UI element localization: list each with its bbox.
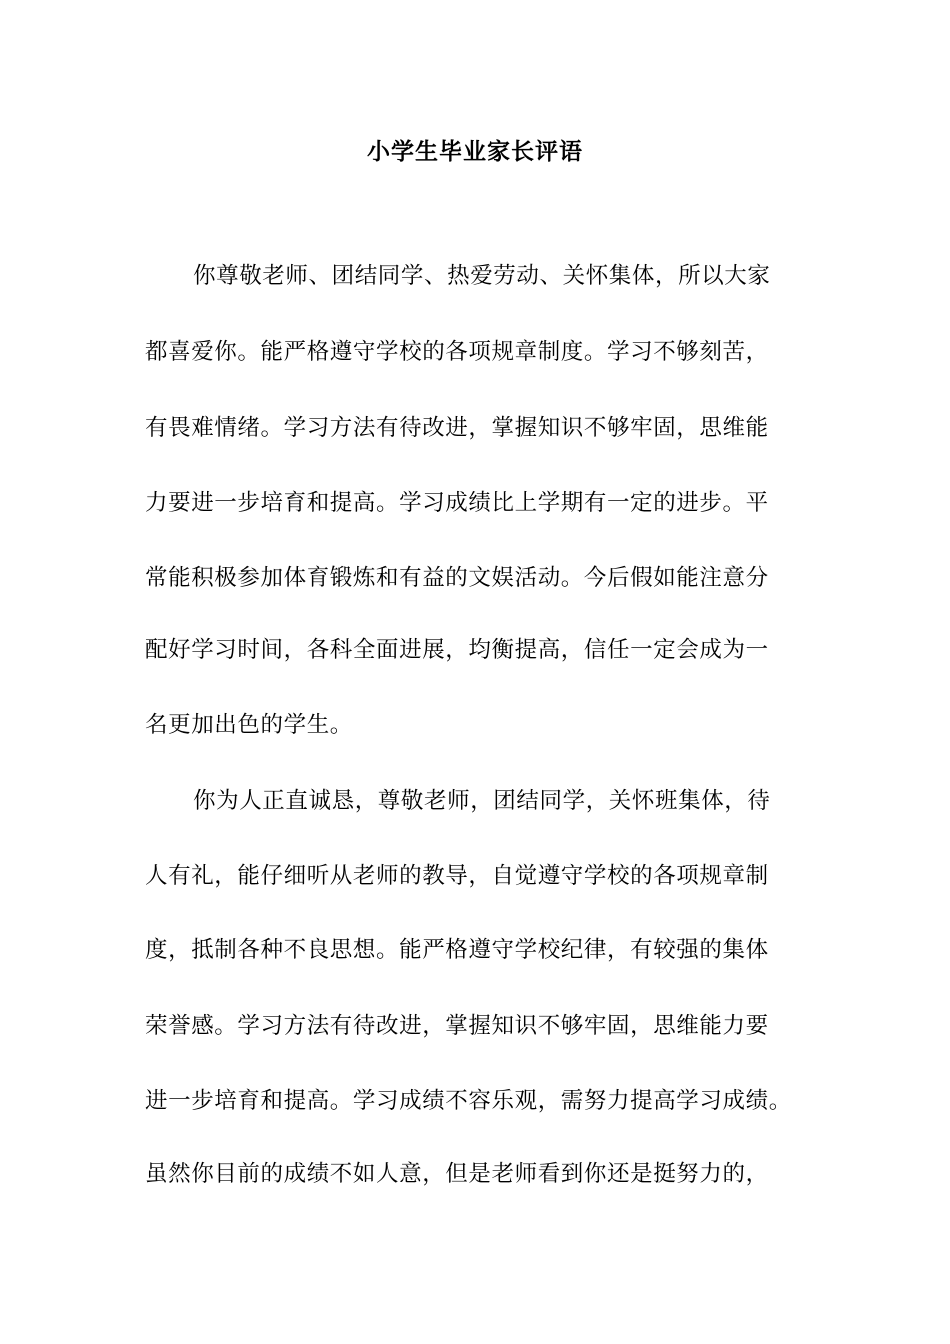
paragraph-2-line-6: 虽然你目前的成绩不如人意，但是老师看到你还是挺努力的， — [145, 1161, 769, 1187]
paragraph-2-line-3: 度，抵制各种不良思想。能严格遵守学校纪律，有较强的集体 — [145, 937, 769, 963]
paragraph-2-line-4: 荣誉感。学习方法有待改进，掌握知识不够牢固，思维能力要 — [145, 1013, 769, 1039]
paragraph-1-line-3: 有畏难情绪。学习方法有待改进，掌握知识不够牢固，思维能 — [145, 415, 769, 441]
paragraph-2-line-2: 人有礼，能仔细听从老师的教导，自觉遵守学校的各项规章制 — [145, 863, 769, 889]
document-title: 小学生毕业家长评语 — [367, 138, 583, 165]
paragraph-1-line-6: 配好学习时间，各科全面进展，均衡提高，信任一定会成为一 — [145, 637, 769, 663]
paragraph-1-line-1: 你尊敬老师、团结同学、热爱劳动、关怀集体，所以大家 — [193, 263, 771, 289]
paragraph-1-line-7: 名更加出色的学生。 — [145, 712, 353, 738]
paragraph-2-line-5: 进一步培育和提高。学习成绩不容乐观，需努力提高学习成绩。 — [145, 1088, 792, 1114]
paragraph-1-line-2: 都喜爱你。能严格遵守学校的各项规章制度。学习不够刻苦， — [145, 339, 769, 365]
paragraph-2-line-1: 你为人正直诚恳，尊敬老师，团结同学，关怀班集体，待 — [193, 788, 771, 814]
paragraph-1-line-5: 常能积极参加体育锻炼和有益的文娱活动。今后假如能注意分 — [145, 565, 769, 591]
paragraph-1-line-4: 力要进一步培育和提高。学习成绩比上学期有一定的进步。平 — [145, 490, 769, 516]
